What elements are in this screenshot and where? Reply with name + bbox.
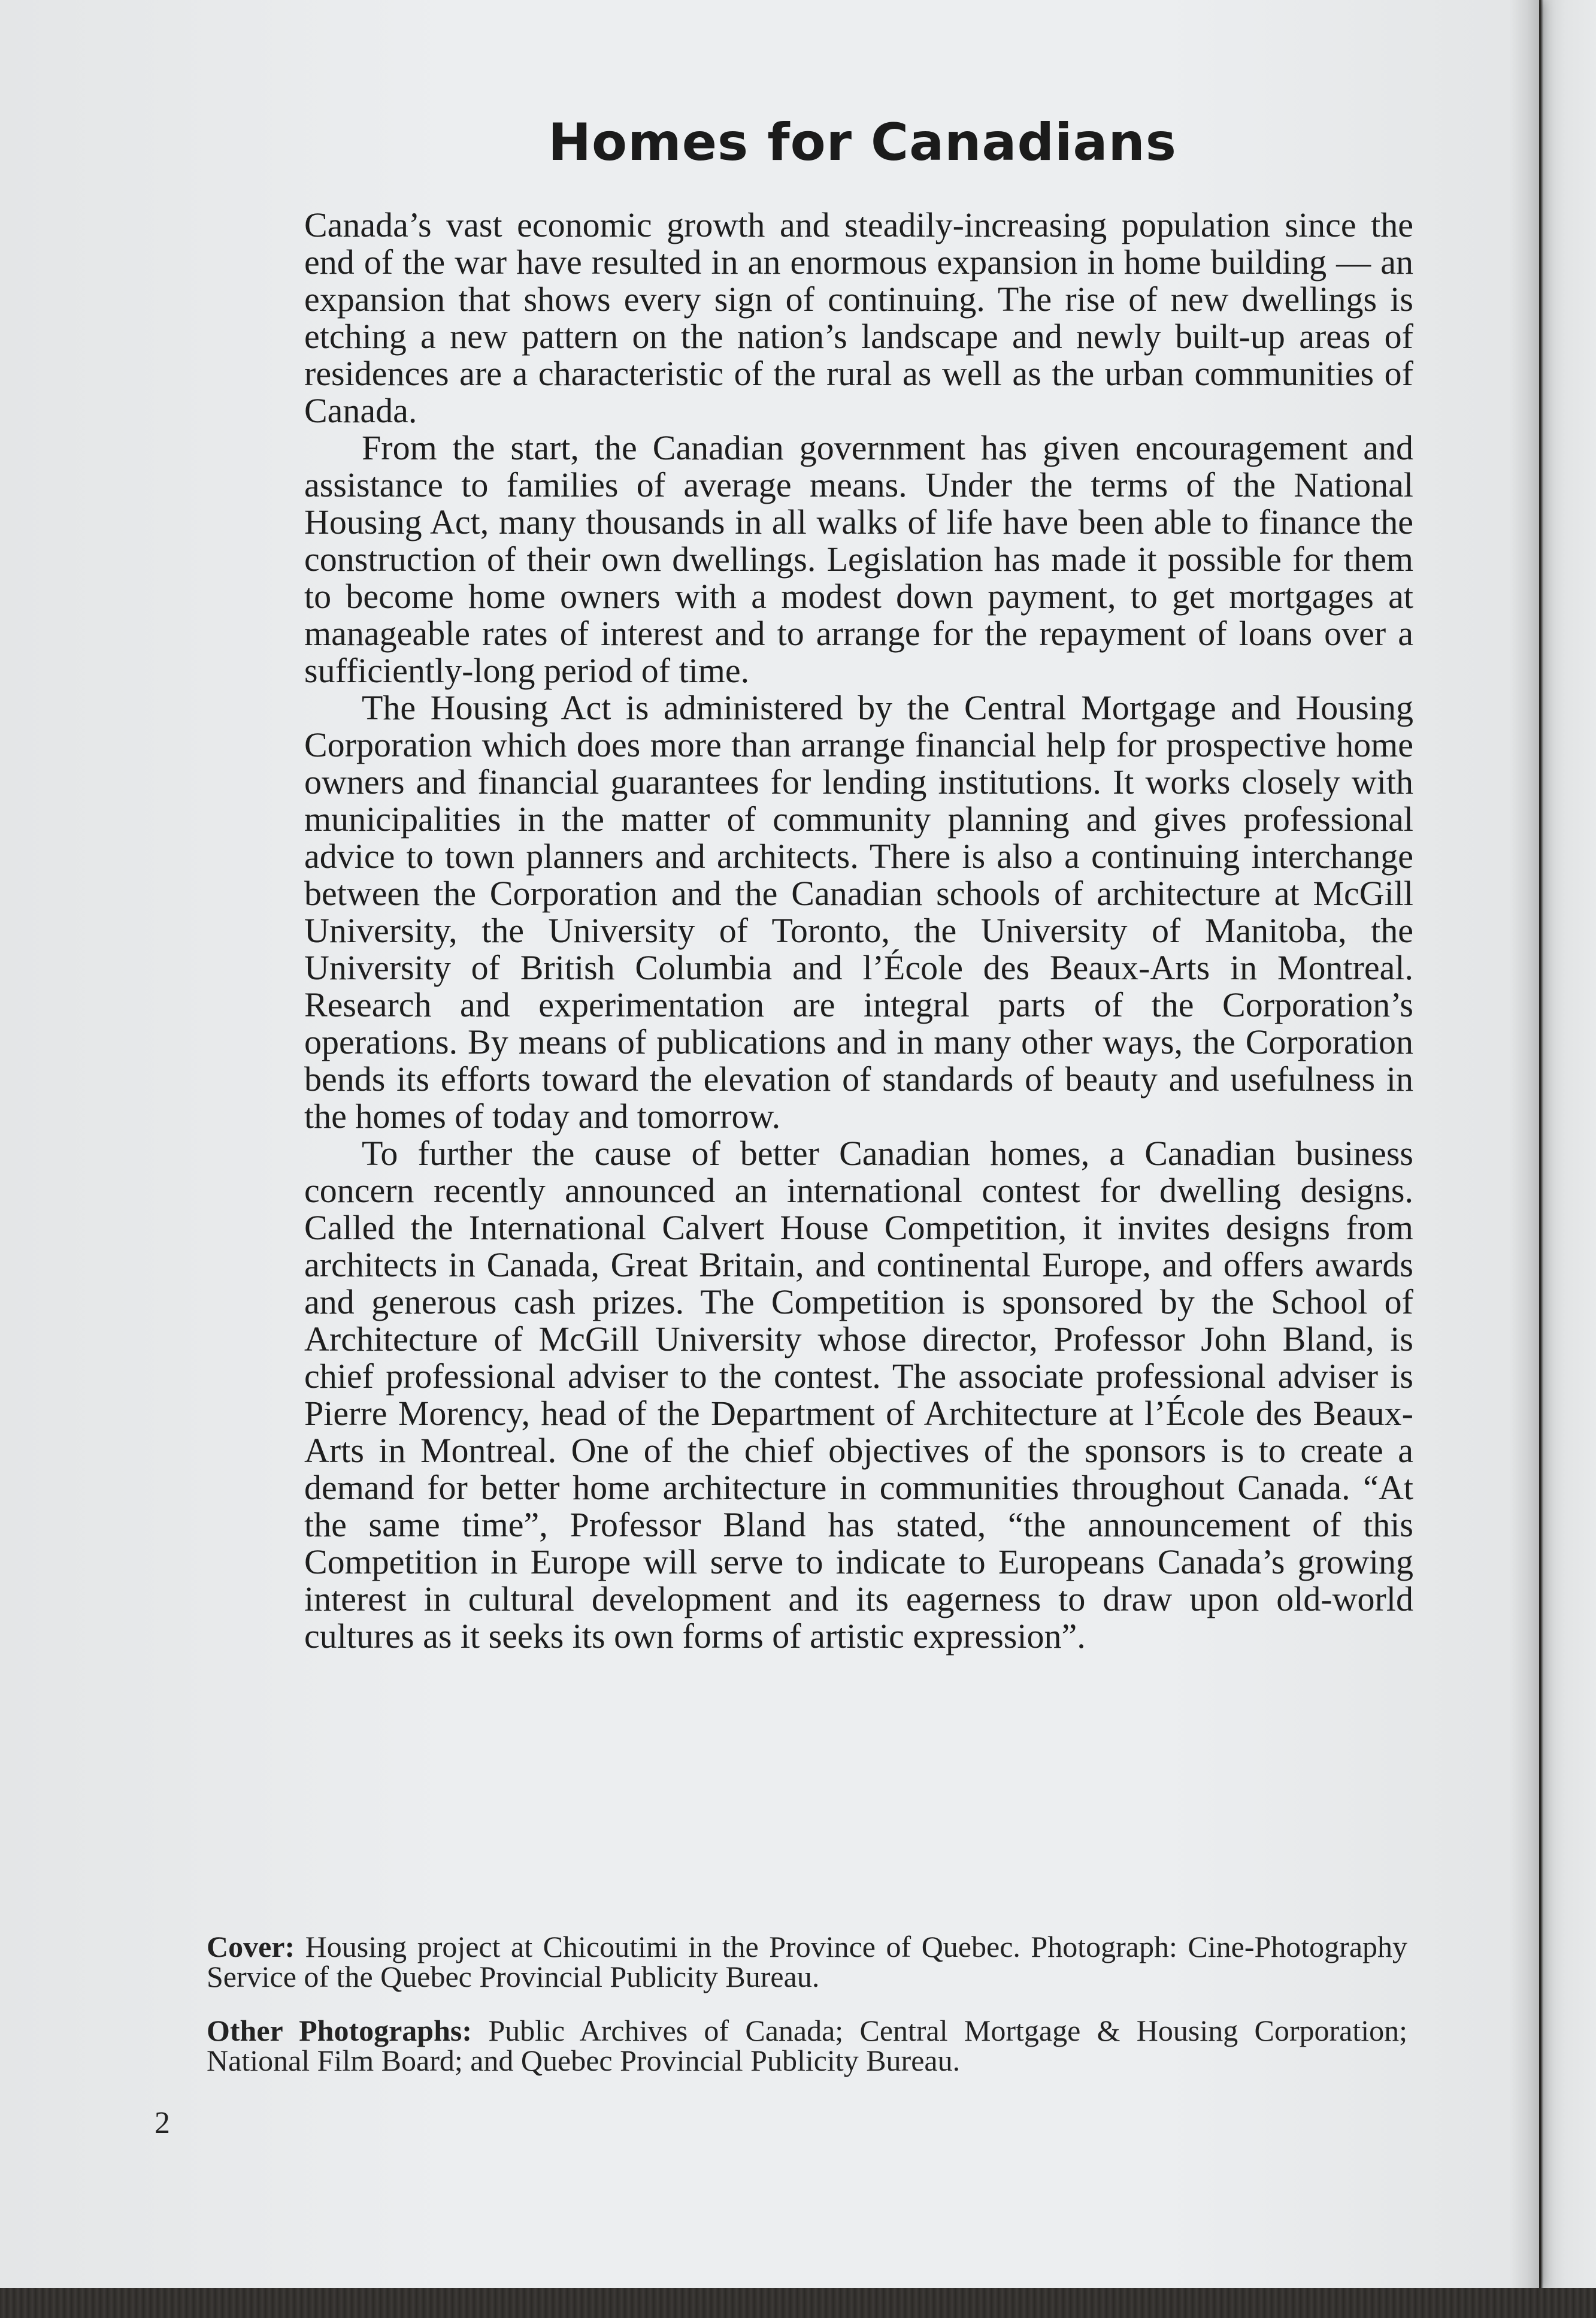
credit-other-label: Other Photographs: [207,2014,473,2047]
adjacent-page-edge [1542,0,1596,2291]
credit-cover-label: Cover: [207,1930,295,1963]
page-fold-shadow [1509,0,1539,2288]
photo-credits [207,1932,1407,2099]
credit-other-photographs [207,2016,1407,2075]
scan-bottom-edge [0,2288,1596,2318]
paragraph-4: To further the cause of better Canadian homes, a Canadian business concern recently announced an international contest for dwelling designs. Called the International Calvert House Competition, it invites designs from architects in Canada, Great Britain, and continental Europe, and offers awards and generous cash prizes. The Competition is sponsored by the School of Architecture of McGill University whose director, Professor John Bland, is chief professional adviser to the contest. The associate professional adviser is Pierre Morency, head of the Department of Architecture at l’École des Beaux-Arts in Montreal. One of the chief objectives of the sponsors is to create a demand for better home architecture in communities throughout Canada. “At the same time”, Professor Bland has stated, “the announcement of this Competition in Europe will serve to indicate to Europeans Canada’s growing interest in cultural development and its eagerness to draw upon old-world cultures as it seeks its own forms of artistic expression”. [304,1134,1413,1656]
page-title: Homes for Canadians [548,113,1177,173]
paragraph-2: From the start, the Canadian government has given encouragement and assistance to families of average means. Under the terms of the National Housing Act, many thousands in all walks of life have been able to finance the construction of their own dwellings. Legislation has made it possible for them to become home owners with a modest down payment, to get mortgages at manageable rates of interest and to arrange for the repayment of loans over a sufficiently-long period of time. [304,428,1413,690]
page-number: 2 [155,2106,170,2140]
credit-cover [207,1932,1407,1992]
credit-cover-text: Housing project at Chicoutimi in the Province of Quebec. Photograph: Cine-Photography Service of the Quebec Provincial Publicity Bureau. [207,1930,1408,1993]
credit-other-text: Public Archives of Canada; Central Mortgage & Housing Corporation; National Film Board; and Quebec Provincial Publicity Bureau. [207,2014,1408,2077]
paragraph-3: The Housing Act is administered by the Central Mortgage and Housing Corporation which does more than arrange financial help for prospective home owners and financial guarantees for lending institutions. It works closely with municipalities in the matter of community planning and gives professional advice to town planners and architects. There is also a continuing interchange between the Corporation and the Canadian schools of architecture at McGill University, the University of Toronto, the University of Manitoba, the University of British Columbia and l’École des Beaux-Arts in Montreal. Research and experimentation are integral parts of the Corporation’s operations. By means of publications and in many other ways, the Corporation bends its efforts toward the elevation of standards of beauty and usefulness in the homes of today and tomorrow. [304,688,1413,1136]
article-body [304,207,1413,1655]
paragraph-1: Canada’s vast economic growth and steadily-increasing population since the end of the war have resulted in an enormous expansion in home building — an expansion that shows every sign of continuing. The rise of new dwellings is etching a new pattern on the nation’s landscape and newly built-up areas of residences are a characteristic of the rural as well as the urban communities of Canada. [304,205,1413,430]
